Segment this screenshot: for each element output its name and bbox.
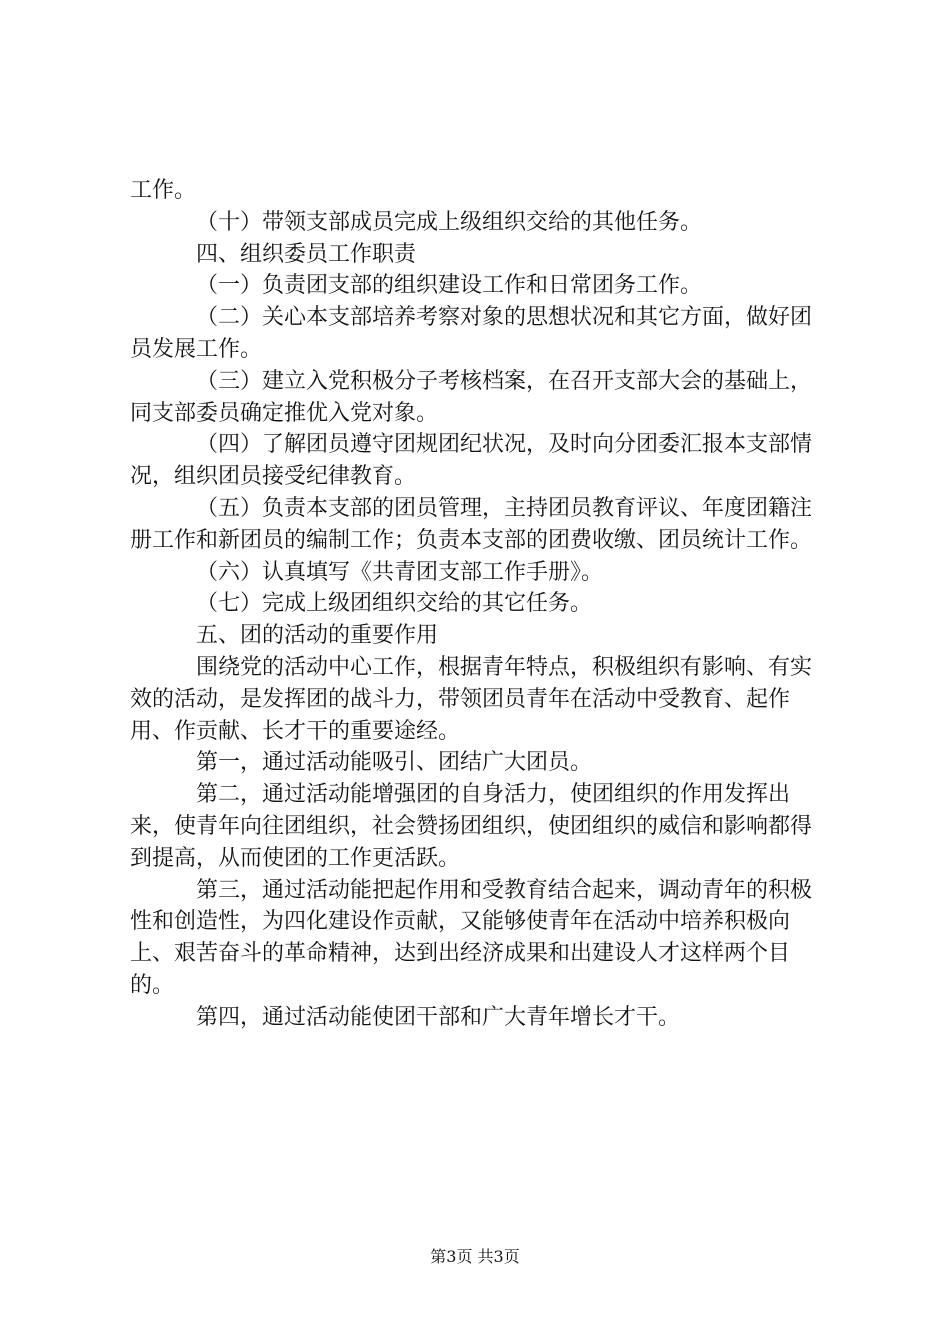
paragraph: （十）带领支部成员完成上级组织交给的其他任务。	[196, 209, 703, 235]
paragraph: 第一，通过活动能吸引、团结广大团员。	[196, 750, 593, 776]
paragraph: 第三，通过活动能把起作用和受教育结合起来，调动青年的积极性和创造性，为四化建设作贡献，又能够使青年在活动中培养积极向上、艰苦奋斗的革命精神，达到出经济成果和出建设人才这样两个目的。	[130, 877, 813, 998]
paragraph: （三）建立入党积极分子考核档案，在召开支部大会的基础上，同支部委员确定推优入党对象。	[130, 368, 813, 426]
document-body	[130, 175, 830, 1034]
paragraph: 第二，通过活动能增强团的自身活力，使团组织的作用发挥出来，使青年向往团组织，社会赞扬团组织，使团组织的威信和影响都得到提高，从而使团的工作更活跃。	[130, 782, 813, 871]
paragraph: 第四，通过活动能使团干部和广大青年增长才干。	[196, 1004, 681, 1030]
section-heading: 五、团的活动的重要作用	[196, 623, 439, 649]
paragraph: 工作。	[130, 178, 197, 203]
paragraph: （六）认真填写《共青团支部工作手册》。	[196, 559, 604, 585]
section-heading: 四、组织委员工作职责	[196, 241, 417, 267]
paragraph: （四）了解团员遵守团规团纪状况，及时向分团委汇报本支部情况，组织团员接受纪律教育。	[130, 432, 813, 490]
paragraph: （一）负责团支部的组织建设工作和日常团务工作。	[196, 273, 703, 299]
paragraph: （二）关心本支部培养考察对象的思想状况和其它方面，做好团员发展工作。	[130, 305, 813, 362]
page-number: 第3页 共3页	[430, 1247, 520, 1266]
paragraph: 围绕党的活动中心工作，根据青年特点，积极组织有影响、有实效的活动，是发挥团的战斗力，带领团员青年在活动中受教育、起作用、作贡献、长才干的重要途经。	[130, 654, 813, 744]
paragraph: （五）负责本支部的团员管理，主持团员教育评议、年度团籍注册工作和新团员的编制工作；负责本支部的团费收缴、团员统计工作。	[130, 495, 813, 553]
paragraph: （七）完成上级团组织交给的其它任务。	[196, 591, 593, 617]
page-footer	[0, 1244, 950, 1267]
